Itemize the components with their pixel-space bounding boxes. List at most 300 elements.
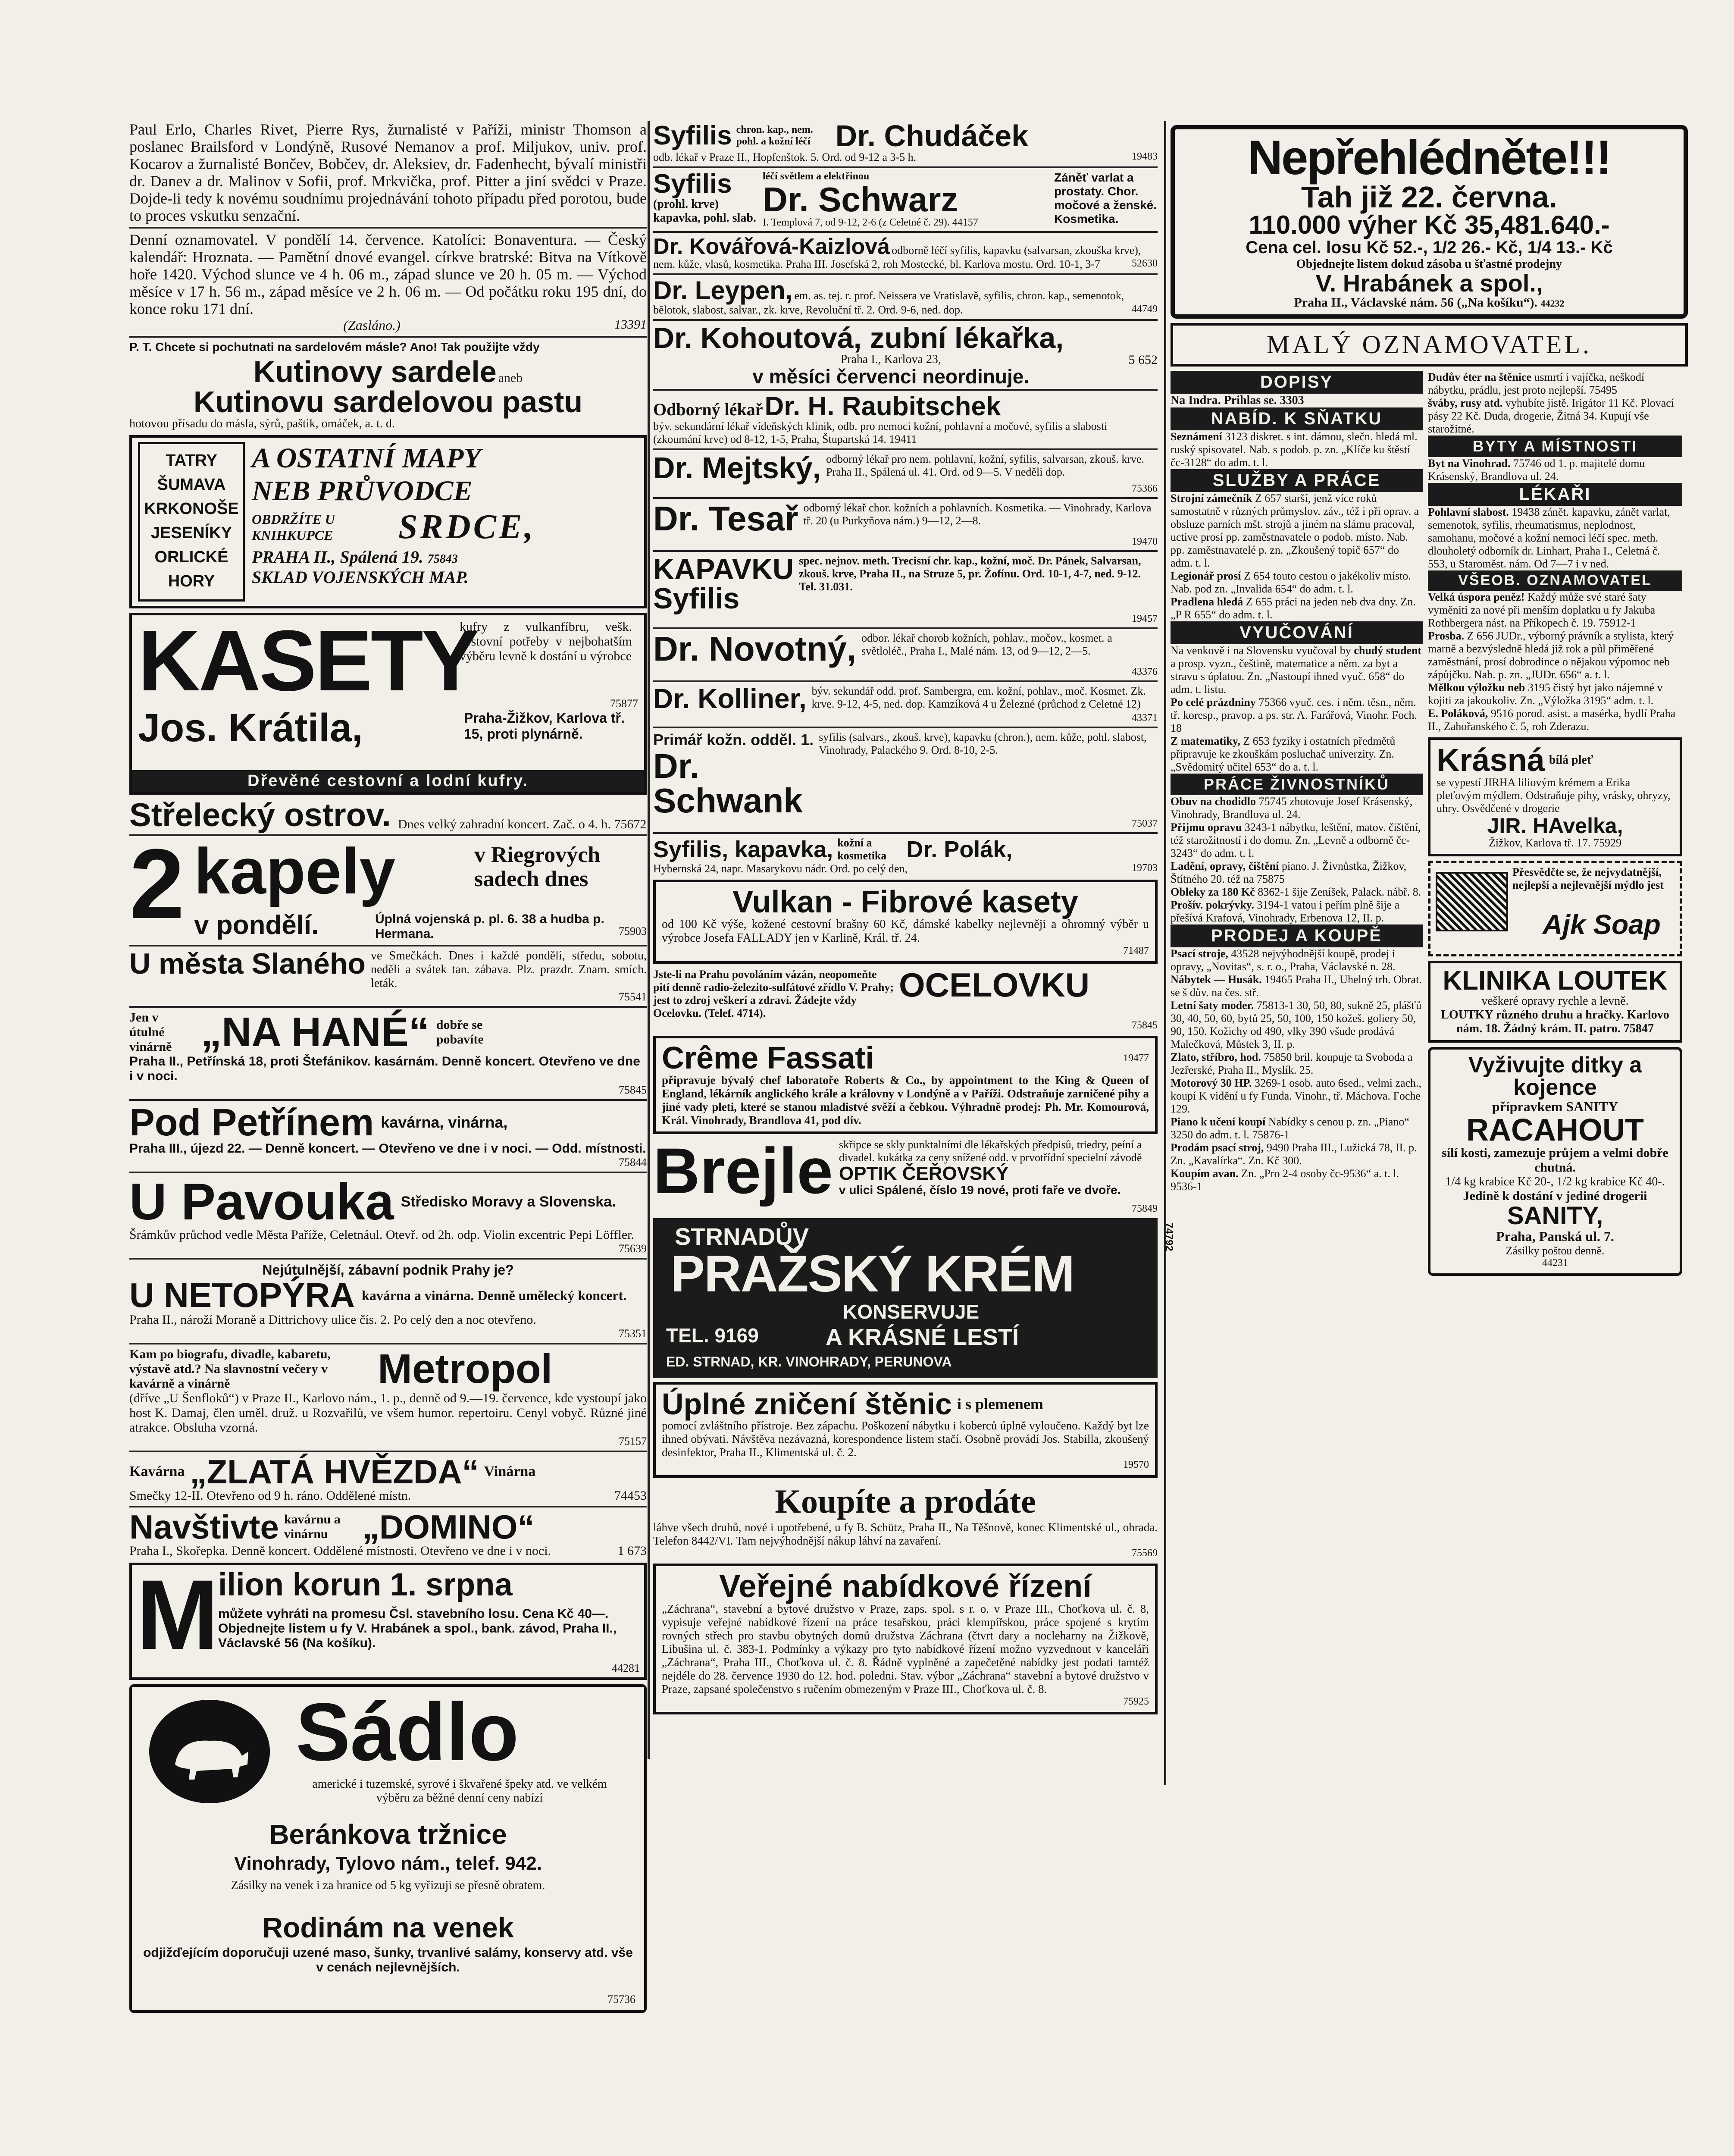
section-prodej: PRODEJ A KOUPĚ — [1171, 924, 1423, 947]
seznameni-text: diskret. s int. dámou, slečn. hledá ml. ruský spisovatel. Nab. s podob. p. zn. „Klíče ku štěstí čc-3128“ do adm. t. l. — [1171, 430, 1418, 469]
column-3 — [1171, 121, 1688, 1280]
ad-number: 75875 — [1257, 873, 1285, 885]
ad-kovarova — [653, 235, 1158, 271]
ad-number: 3269-1 — [1255, 1077, 1286, 1089]
mapy-sklad: SKLAD VOJENSKÝCH MAP. — [252, 567, 469, 587]
divider — [129, 336, 647, 338]
mapy-region: HORY — [168, 572, 215, 590]
stenic-title: Úplné zničení štěnic — [662, 1387, 952, 1421]
ad-number: 74792 — [1163, 1222, 1175, 1251]
section-zivnostniku: PRÁCE ŽIVNOSTNÍKŮ — [1171, 774, 1423, 795]
pavouka-kind: Středisko Moravy a Slovenska. — [401, 1193, 616, 1210]
ad-number: 75849 — [1132, 1203, 1158, 1214]
milion-initial: M — [136, 1559, 219, 1670]
sadlo-rodinam: Rodinám na venek — [262, 1912, 514, 1943]
ad-number: 75745 — [1258, 795, 1287, 808]
presvedcete-text: Přesvědčte se, že nejvydatnější, nejlepší a nejlevnější mýdlo jest — [1512, 866, 1664, 891]
ad-number: 75925 — [1123, 1696, 1149, 1707]
vylozku-text: čistý byt jako nájemné v kojiti za jakoukoliv. Zn. „Výložka 3195“ adm. t. l. — [1428, 681, 1663, 707]
hane-title: „NA HANÉ“ — [201, 1009, 429, 1055]
ad-kasety — [129, 613, 647, 795]
vyher-count: 110.000 výher Kč 35,481.640.- — [1249, 210, 1610, 239]
ad-number: 43528 — [1231, 947, 1259, 960]
brejle-address: v ulici Spálené, číslo 19 nové, proti faře ve dvoře. — [839, 1183, 1121, 1197]
sardele-intro: P. T. Chcete si pochutnati na sardelovém másle? Ano! Tak použijte vždy — [129, 340, 540, 354]
ad-number: 3123 — [1225, 430, 1248, 443]
classifieds-grid — [1171, 371, 1688, 1280]
ad-number: 9516 — [1490, 707, 1513, 720]
ad-rizeni — [653, 1564, 1158, 1714]
ad-brejle — [653, 1134, 1158, 1207]
ad-number: 75366 — [1258, 696, 1287, 708]
ad-number: 13391 — [614, 317, 647, 332]
obuv-title: Obuv na chodidlo — [1171, 795, 1256, 808]
schwank-pre: Primář kožn. odděl. 1. — [653, 731, 814, 749]
ad-schwarz — [653, 171, 1158, 229]
ad-number: 75037 — [1132, 818, 1158, 829]
section-sluzby: SLUŽBY A PRÁCE — [1171, 469, 1423, 492]
piano-text: Nabídky s cenou p. zn. „Piano“ 3250 do adm. t. l. — [1171, 1116, 1409, 1141]
ad-kohoutova — [653, 323, 1158, 386]
racahout-dostani: Jedině k dostání v jediné drogerii — [1463, 1189, 1647, 1203]
column-rule-1 — [648, 121, 650, 1759]
column-1 — [129, 121, 647, 2017]
mapy-body — [252, 442, 638, 602]
divider — [129, 1258, 647, 1260]
ad-number: 52630 — [1132, 258, 1158, 269]
ad-number: 71487 — [1123, 945, 1149, 956]
ad-sanity — [1428, 1047, 1682, 1276]
ad-number: 43371 — [1132, 712, 1158, 724]
ad-panek — [653, 555, 1158, 613]
rizeni-text: „Záchrana“, stavební a bytové družstvo v Praze, zaps. spol. s r. o. v Praze III., Choťkova ul. č. 8, vypisuje veřejné nabídkové řízení na práce tesařskou, práci klempířskou, práce spojené s krytím rovných střech pro stavbu obytných domů družstva Záchrana (čtvrt dary a nocleharny na Žižkově, Libušina ul. č. 383-1. Podmínky a výkazy pro tyto nabídkové řízení možno vyzvednout v kanceláři „Záchrana“, Praha III., Choťkova ul. č. 8. Řádně vyplněné a zapečetěné nabídky jest podati tamtéž nejdéle do 28. července 1930 do 12. hod. poledni. Stav. výbor „Záchrana“ stavební a bytové družstvo v Praze, zapsané společenstvo s ručením obmezeným v Praze III., Choťkova ul. č. 8. — [662, 1602, 1149, 1695]
ad-ocelovka — [653, 968, 1158, 1020]
petrinem-text: Praha III., újezd 22. — Denně koncert. — Otevřeno ve dne i v noci. — Odd. místnosti. — [129, 1141, 646, 1156]
krasna-text: se vypestí JIRHA liliovým krémem a Erika pleťovým mýdlem. Odstraňuje pihy, vrásky, ohryzy, uhry. Osvědčené v drogerie — [1437, 776, 1671, 815]
hane-text: Praha II., Petřínská 18, proti Štefánikov. kasárnám. Denně koncert. Otevřeno ve dne i v noci. — [129, 1054, 640, 1083]
pavouka-title: U Pavouka — [129, 1173, 394, 1231]
kasety-title: KASETY — [138, 613, 478, 709]
uspora-title: Velká úspora peněz! — [1428, 591, 1525, 603]
rizeni-title: Veřejné nabídkové řízení — [719, 1568, 1092, 1604]
saty-text: 30, 50, 80, sukně 25, plášťů 30, 40, 50, 60, bytů 25, 50, 100, 150 kožeš. goliery 50, 90, 150. Kožichy od 490, vlky 390 všude prodává Malečková, Můstek 3, II. p. — [1171, 999, 1422, 1050]
mapy-title-2: NEB PRŮVODCE — [252, 475, 473, 507]
uspora-text: Každý může své staré šaty vyměniti za nové při menším doplatku u fy Jakuba Rothbergera nást. na Příkopech č. 19. — [1428, 591, 1656, 629]
ocel-text: Jste-li na Prahu povoláním vázán, neopomeňte pití denně radio-železito-sulfátové zřídlo V. Prahy; jest to zdroj veškerí a zdraví. Žádejte vždy Ocelovku. (Telef. 4714). — [653, 968, 894, 1019]
ad-number: 3303 — [1280, 394, 1304, 407]
daily-calendar: Denní oznamovatel. V pondělí 14. července. Katolíci: Bonaventura. — Český kalendář: Hroznata. — Pamětní dnové evangel. církve bratrské: Bitva na Vítkově hoře 1420. Východ slunce ve 4 h. 06 m., západ slunce ve 20 h. 05 m. — Východ měsíce v 17 h. 56 m., západ měsíce ve 2 h. 06 m. — Od počátku roku 195 dní, do konce roku 171 dní. — [129, 231, 647, 317]
ad-number: 75746 — [1513, 457, 1541, 470]
ajk-brand: Ajk Soap — [1543, 909, 1661, 940]
vulkan-text: od 100 Kč výše, kožené cestovní brašny 60 Kč, dámské kabelky nejlevněji a ohromný výběr u výrobce Josefa FALLADY jen v Karlině, Král. tř. 24. — [662, 918, 1149, 945]
racahout-prices: 1/4 kg krabice Kč 20-, 1/2 kg krabice Kč 40-. — [1445, 1175, 1665, 1188]
polakova-text: porod. asist. a masérka, bydlí Praha II., Zahořanského č. 5, roh Zderazu. — [1428, 707, 1676, 733]
student-intro: Na venkově i na Slovensku vyučoval by — [1171, 644, 1351, 657]
ad-number: 75813-1 — [1256, 999, 1294, 1012]
prosivani-title: Prošív. pokrývky. — [1171, 899, 1254, 911]
netopyra-kind: kavárna a vinárna. Denně umělecký koncert. — [362, 1287, 627, 1303]
ad-leypen — [653, 278, 1158, 317]
section-snatek: NABÍD. K SŇATKU — [1171, 407, 1423, 430]
ad-number: 44232 — [1540, 298, 1565, 309]
prijmu-text: nábytku, leštění, matov. čištění, též starožitností i do domu. Zn. „Levně a odborně čc-3243“ do adm. t. l. — [1171, 821, 1421, 859]
polak-title: Syfilis, kapavka, — [653, 837, 833, 862]
ad-number: 8362-1 — [1258, 886, 1290, 898]
mapy-region: ŠUMAVA — [157, 476, 226, 494]
kasety-name: Jos. Krátila, — [138, 706, 363, 750]
metropol-pre: Kam po biografu, divadle, kabaretu, výstavě atd.? Na slavnostní večery v kavárně a vinárně — [129, 1347, 331, 1391]
schwarz-name: Dr. Schwarz — [763, 180, 958, 219]
ad-number: 75912-1 — [1598, 617, 1636, 629]
novotny-name: Dr. Novotný, — [653, 630, 857, 668]
milion-text: můžete vyhráti na promesu Čsl. stavebního losu. Cena Kč 40—. Objednejte listem u fy V. Hrabánek a spol., bank. závod, Praha II., Václavské 56 (Na košíku). — [218, 1607, 617, 1650]
ad-novotny — [653, 632, 1158, 666]
psaci-title: Psací stroje, — [1171, 947, 1228, 960]
ad-krasna — [1428, 737, 1682, 856]
ad-mapy — [129, 435, 647, 608]
ad-number: 75541 — [619, 990, 647, 1003]
ocel-title: OCELOVKU — [899, 966, 1090, 1004]
kasety-address: Praha-Žižkov, Karlova tř. 15, proti plynárně. — [464, 710, 625, 742]
zlato-text: bril. koupuje ta Svoboda a Jezřerské, Praha II., Myslík. 25. — [1171, 1051, 1413, 1076]
strelecky-title: Střelecký ostrov. — [129, 797, 391, 834]
hane-pre: Jen v útulné vinárně — [129, 1010, 172, 1054]
krasna-address: Žižkov, Karlova tř. 17. — [1488, 837, 1591, 849]
slaneho-text: ve Smečkách. Dnes i každé pondělí, středu, sobotu, neděli a svátek tan. zábava. Plz. prazdr. Znam. smích. leták. — [370, 949, 647, 990]
pravnik-text: JUDr., výborný právník a stylista, který marně a bezvýsledně hledá již rok a půl přiměřené zaměstnání, prosí dobrodince o nějakou výpomoc neb zápůjčku. Nab. p. zn. „JUDr. 656“ a. t. l. — [1428, 630, 1674, 681]
krasna-sub: bílá pleť — [1549, 753, 1593, 767]
ad-number: 19483 — [1132, 151, 1158, 162]
ad-number: 9536-1 — [1171, 1180, 1202, 1193]
stenic-mid: i s plemenem — [957, 1395, 1043, 1413]
divider — [653, 727, 1158, 728]
fassati-title: Crême Fassati — [662, 1041, 874, 1075]
kolliner-text: býv. sekundář odd. prof. Sambergra, em. kožní, pohlav., moč. Kosmet. Zk. krve. 9-12, 4-5, ned. dop. Kamzíková 4 u Železné (průchod z Celetné 12) — [811, 685, 1146, 710]
ad-number: 75843 — [427, 552, 458, 566]
schwank-text: syfilis (salvars., zkouš. krve), kapavku (chron.), nem. kůže, pohl. slabost, Vinohrady, Palackého 9. Ord. 8-10, 2-5. — [819, 731, 1147, 756]
ad-hrabanek-los — [1171, 125, 1688, 319]
ad-number: Z 657 — [1255, 492, 1282, 505]
saty-title: Letní šaty moder. — [1171, 999, 1254, 1012]
sanity-text: Zásilky poštou denně. — [1506, 1244, 1605, 1257]
metropol-title: Metropol — [378, 1346, 553, 1392]
psaci2-title: Prodám psací stroj, — [1171, 1141, 1264, 1154]
mapy-region: JESENÍKY — [151, 524, 232, 542]
section-dopisy: DOPISY — [1171, 371, 1423, 394]
ad-number: 44281 — [612, 1662, 640, 1674]
ad-number: 3194-1 — [1257, 899, 1289, 911]
chudacek-name: Dr. Chudáček — [835, 119, 1029, 153]
ad-number: 75351 — [619, 1327, 647, 1340]
schwarz-pre: léčí světlem a elektřinou — [763, 171, 870, 182]
ad-number: 75845 — [1132, 1020, 1158, 1031]
ad-number: 44157 — [952, 217, 978, 228]
news-article: Paul Erlo, Charles Rivet, Pierre Rys, žurnalisté v Paříži, ministr Thomson a poslanec Brailsford v Londýně, Rusové Nemanov a prof. Miljukov, univ. prof. Kocarov a žurnalisté Bončev, Bobčev, dr. Aleksiev, dr. Fadenhecht, bývalí ministři dr. Danev a dr. Malinov v Sofii, prof. Mrkvička, prof. Pitter a jiní svědci v Praze. Dojde-li tedy k novému soudnímu projednávání tohoto případu před porotou, bude to proces vskutku senzační. — [129, 121, 647, 224]
mapy-obdrzite: OBDRŽÍTE U KNIHKUPCE — [252, 511, 335, 543]
sadlo-address: Vinohrady, Tylovo nám., telef. 942. — [234, 1853, 542, 1874]
psaci2-text: Praha III., Lužická 78, II. p. Zn. „Kavalírka“. Zn. Kč 300. — [1171, 1141, 1417, 1167]
petrinem-kind: kavárna, vinárna, — [381, 1113, 508, 1131]
svaby-text: vyhubíte jistě. Irigátor 11 Kč. Plovací pásy 22 Kč. Duda, drogerie, Žitná 34. Kupují vše starožitné. — [1428, 397, 1675, 435]
ad-strelecky — [129, 799, 647, 832]
metropol-text: (dříve „U Šenfloků“) v Praze II., Karlovo nám., 1. p., denně od 9.—19. července, kde vystoupí jako host K. Damaj, člen uměl. druž. u Rozvařilů, ve všem humor. repertoiru. Cenyl vobyč. Různé jiné atrakce. Obsluha vzorná. — [129, 1391, 647, 1435]
koupim-title: Koupím avan. — [1171, 1167, 1239, 1180]
ad-number: 5 652 — [1128, 353, 1158, 367]
ad-domino — [129, 1510, 647, 1544]
pravnik-title: Prosba. — [1428, 630, 1465, 642]
divider — [653, 832, 1158, 834]
mapy-address: PRAHA II., Spálená 19. — [252, 547, 423, 567]
zaslano-label: (Zasláno.) — [343, 317, 401, 333]
kapely-title: kapely — [194, 835, 395, 907]
mejtsky-name: Dr. Mejtský, — [653, 451, 821, 485]
schwarz-right: Záněť varlat a prostaty. Chor. močové a ženské. Kosmetika. — [1054, 171, 1157, 226]
chudacek-kind: chron. kap., nem. pohl. a kožní léčí — [736, 124, 813, 147]
klinika-text: veškeré opravy rychle a levně. — [1481, 994, 1629, 1008]
divider — [653, 231, 1158, 233]
divider — [129, 227, 647, 229]
sadlo-shipping: Zásilky na venek i za hranice od 5 kg vyřizuji se přesně obratem. — [231, 1879, 545, 1892]
ad-number: 75569 — [1132, 1548, 1158, 1559]
obuv-text: zhotovuje Josef Krásenský, Vinohrady, Brandlova ul. 24. — [1171, 795, 1413, 821]
domino-text: Praha I., Skořepka. Denně koncert. Oddělené místnosti. Otevřeno ve dne i v noci. — [129, 1544, 551, 1558]
kapely-number: 2 — [129, 828, 185, 939]
ad-number: 3243-1 — [1244, 821, 1277, 834]
ad-number: 75366 — [1132, 483, 1158, 494]
ad-pavouka — [129, 1173, 647, 1231]
ladeni-title: Ladění, opravy, čištění — [1171, 860, 1279, 872]
sanity-address: Praha, Panská ul. 7. — [1496, 1228, 1614, 1244]
legion-text: touto cestou o jakékoliv místo. Nab. pod zn. „Invalida 654“ do adm. t. l. — [1171, 570, 1411, 595]
ad-stenice — [653, 1382, 1158, 1478]
hrabanek-address: Praha II., Václavské nám. 56 („Na košíku“). — [1294, 295, 1537, 310]
krem-krasne: A KRÁSNÉ LESTÍ — [826, 1324, 1019, 1350]
divider — [129, 945, 647, 946]
divider — [129, 1451, 647, 1452]
leypen-text: em. as. tej. r. prof. Neissera ve Vratislavě, syfilis, chron. kap., semenotok, bělotok, slabost, salvar., zk. krve, Revoluční tř. 2. Ord. 9-6, ned. dop. — [653, 289, 1124, 316]
divider — [653, 627, 1158, 629]
raub-name: Dr. H. Raubitschek — [764, 392, 1001, 421]
ad-raubitschek — [653, 393, 1158, 446]
ad-number: 3195 — [1527, 681, 1550, 694]
divider — [653, 319, 1158, 321]
brejle-title: Brejle — [653, 1134, 833, 1207]
ad-number: Z 656 — [1467, 630, 1493, 642]
tesar-text: odborný lékař chor. kožních a pohlavních. Kosmetika. — Vinohrady, Karlova tř. 20 (u Purkyňova nám.) 9—12, 2—8. — [803, 501, 1152, 527]
psaci-text: nejvýhodnější koupě, prodej i opravy, „Novitas“, s. r. o., Praha, Václavské n. 28. — [1171, 947, 1396, 973]
ad-number: 74453 — [614, 1489, 647, 1503]
klinika-title: KLINIKA LOUTEK — [1443, 966, 1668, 996]
obleky-text: šije Zeníšek, Palack. nábř. 8. — [1292, 886, 1421, 898]
schwank-name: Dr. Schwank — [653, 747, 803, 820]
ad-number: 75877 — [610, 697, 638, 710]
ad-number: 75929 — [1593, 837, 1622, 849]
ad-chudacek — [653, 121, 1158, 151]
krasna-title: Krásná — [1437, 742, 1545, 778]
section-lekari: LÉKAŘI — [1428, 483, 1682, 506]
ad-vulkan — [653, 880, 1158, 964]
milion-title: ilion korun 1. srpna — [218, 1567, 513, 1602]
vylozku-title: Mělkou výložku neb — [1428, 681, 1525, 694]
ad-koupite — [653, 1482, 1158, 1559]
kapely-pondeli: v pondělí. — [194, 910, 319, 940]
slaneho-title: U města Slaného — [129, 947, 366, 980]
section-vyucovani: VYUČOVÁNÍ — [1171, 621, 1423, 644]
domino-title: „DOMINO“ — [362, 1508, 535, 1546]
svaby-title: šváby, rusy atd. — [1428, 397, 1503, 409]
section-byty: BYTY A MÍSTNOSTI — [1428, 436, 1682, 457]
ad-number: 75876-1 — [1252, 1128, 1290, 1141]
dudov-title: Dudův éter na štěnice — [1428, 371, 1532, 383]
sardele-text: hotovou přísadu do másla, sýrů, paštik, omáček, a. t. d. — [129, 417, 395, 430]
polak-kind: kožní a kosmetika — [837, 837, 887, 862]
strelecky-text: Dnes velký zahradní koncert. Zač. o 4. h. 75672 — [398, 817, 647, 831]
ad-number: 44749 — [1132, 304, 1158, 315]
netopyra-title: U NETOPÝRA — [129, 1276, 355, 1314]
divider — [129, 1343, 647, 1344]
student-text: a prosp. vyzn., češtině, matematice a něm. za byt a stravu s úplatou. Zn. „Nastoupí ihned vyuč. 658“ do adm. t. listu. — [1171, 657, 1405, 696]
ad-petrinem — [129, 1101, 647, 1144]
stenic-text: pomocí zvláštního přístroje. Bez zápachu. Poškození nábytku i koberců úplně vyloučeno. Každý byt lze ihned obývati. Návštěva nezávazná, korespondence listem stačí. Osobně provádí Jos. Stabilla, zkoušený desinfektor, Praha II., Klimentská ul. č. 2. — [662, 1419, 1149, 1459]
schwarz-address: I. Templová 7, od 9-12, 2-6 (z Celetné č. 29). — [763, 217, 950, 228]
ad-number: 75495 — [1589, 384, 1618, 396]
strojni-text: starší, jenž více roků samostatně v různých průmyslov. záv., též i při oprav. a obsluze parních mšt. strojů a jiném na slámu pracoval, uctive prosí pp. zaměstnavatele o podob. místo. Nab. pp. zaměstnavatelé p. zn. „Zkoušený topič 657“ do adm. t. l. — [1171, 492, 1419, 569]
kolliner-name: Dr. Kolliner, — [653, 683, 807, 714]
section-vseob: VŠEOB. OZNAMOVATEL — [1428, 570, 1682, 591]
kasety-text: kufry z vulkanfíbru, vešk. cestovní potřeby v nejbohatším výběru levně k dostání u výrobce — [460, 620, 632, 663]
sardele-title-2: Kutinovu sardelovou pastu — [193, 385, 583, 419]
byt-text: od 1. p. majitelé domu Krásenský, Brandlova ul. 24. — [1428, 457, 1645, 483]
ladeni-text: piano. J. Živnůstka, Žižkov, Štítného 20. též na — [1171, 860, 1407, 885]
divider — [653, 166, 1158, 168]
prazdniny-title: Po celé prázdniny — [1171, 696, 1256, 708]
slabost-title: Pohlavní slabost. — [1428, 506, 1509, 518]
krem-konservuje: KONSERVUJE — [843, 1300, 980, 1323]
divider — [653, 680, 1158, 682]
prosivani-text: vatou i peřím plně šije a přešívá Krafová, Vinohrady, Erbenova 12, II. p. — [1171, 899, 1400, 924]
kapely-location: v Riegrových sadech dnes — [474, 843, 601, 891]
strojni-title: Strojní zámečník — [1171, 492, 1252, 505]
vulkan-title: Vulkan - Fibrové kasety — [732, 885, 1078, 919]
ad-number: 75850 — [1264, 1051, 1292, 1063]
hane-post: dobře se pobavíte — [436, 1018, 484, 1047]
ad-slaneho — [129, 949, 647, 990]
ad-number: 19570 — [1123, 1459, 1149, 1470]
divider — [129, 1506, 647, 1507]
raub-pre: Odborný lékař — [653, 400, 763, 419]
tah-date: Tah již 22. června. — [1301, 180, 1557, 214]
student-title: chudý student — [1354, 644, 1422, 657]
panek-kapavku: KAPAVKU — [653, 553, 794, 586]
zlato-title: Zlato, stříbro, hod. — [1171, 1051, 1261, 1063]
piano-title: Piano k učení koupí — [1171, 1116, 1266, 1128]
loutky-text: LOUTKY různého druhu a hračky. Karlovo nám. 18. Žádný krám. II. patro. — [1441, 1008, 1669, 1035]
seznameni-title: Seznámení — [1171, 430, 1222, 443]
kohoutova-footer: v měsíci červenci neordinuje. — [752, 365, 1030, 388]
ad-mejtsky — [653, 453, 1158, 483]
schwarz-sub: (prohl. krve) kapavka, pohl. slab. — [653, 197, 756, 225]
chudacek-syfilis: Syfilis — [653, 121, 732, 150]
motor-title: Motorový 30 HP. — [1171, 1077, 1252, 1089]
column-2 — [653, 119, 1175, 1719]
obleky-title: Obleky za 180 Kč — [1171, 886, 1255, 898]
vyzivujte-sub: přípravkem SANITY — [1492, 1099, 1618, 1114]
ad-number: Z 654 — [1243, 570, 1271, 582]
classifieds-right — [1428, 371, 1682, 1280]
ad-strnad-krem — [653, 1218, 1175, 1378]
divider — [129, 1006, 647, 1008]
vyzivujte-title: Vyživujte ditky a kojence — [1468, 1053, 1642, 1100]
polak-text: Hybernská 24, napr. Masarykovu nádr. Ord. po celý den, — [653, 862, 908, 875]
divider — [653, 497, 1158, 499]
dopisy-text: Na Indra. Prihlas se. — [1171, 394, 1277, 407]
hvezda-post: Vinárna — [484, 1463, 536, 1479]
koupite-title: Koupíte a prodáte — [775, 1482, 1036, 1520]
nabytek-text: Praha II., Uhelný trh. Obrat. se š dův. na čes. stř. — [1171, 973, 1422, 999]
ad-tesar — [653, 501, 1158, 536]
panek-text: spec. nejnov. meth. Trecisní chr. kap., kožní, moč. Dr. Pánek, Salvarsan, zkouš. krve, Praha II., na Struze 5, pr. Žofínu. Ord. 10-1, 4-7, ned. 9-12. Tel. 31.031. — [799, 555, 1141, 593]
ad-number: 19438 — [1512, 506, 1540, 518]
fassati-text: připravuje bývalý chef laboratoře Roberts & Co., by appointment to the King & Queen of England, lékárník anglického krále a královny v Londýně a v Paříži. Odstraňuje zarničené pihy a jiné vady pleti, které se stanou mladistvé svěží a čebkou. Výhradně prodej: Ph. Mr. Komourová, Král. Vinohrady, Brandlova 41, pod dív. — [662, 1074, 1149, 1127]
ad-klinika-loutek — [1428, 961, 1682, 1043]
chudacek-text: odb. lékař v Praze II., Hopfenštok. 5. Ord. od 9-12 a 3-5 h. — [653, 151, 917, 163]
sardele-title: Kutinovy sardele — [253, 355, 497, 389]
ad-number: 44231 — [1542, 1257, 1568, 1269]
matematiky-text: fyziky i ostatních předmětů připravuje ke zkouškám posluchač univerzity. Zn. „Svědomitý učitel 653“ do a. t. l. — [1171, 735, 1396, 773]
ad-number: 75845 — [619, 1084, 647, 1096]
ad-number: Z 655 — [1246, 595, 1273, 608]
netopyra-pre: Nejútulnější, zábavní podnik Prahy je? — [262, 1262, 514, 1278]
byt-title: Byt na Vinohrad. — [1428, 457, 1511, 470]
krasna-name: JIR. HAvelka, — [1487, 814, 1623, 838]
netopyra-text: Praha II., nároží Moraně a Dittrichovy ulice čís. 2. Po celý den a noc otevřeno. — [129, 1313, 536, 1327]
sadlo-title: Sádlo — [296, 1686, 519, 1778]
schwarz-syfilis: Syfilis — [653, 169, 732, 199]
neprehlednete-title: Nepřehlédněte!!! — [1248, 131, 1611, 185]
ad-number: 75157 — [619, 1435, 647, 1448]
kovarova-text: odborně léčí syfilis, kapavku (salvarsan, zkouška krve), nem. kůže, vlasů, kosmetika. Praha III. Josefská 2, roh Mostecké, bl. Karlova mostu. Ord. 10-1, 3-7 — [653, 244, 1141, 270]
ox-emblem-icon — [149, 1700, 270, 1803]
racahout-title: RACAHOUT — [1466, 1113, 1644, 1147]
sadlo-name: Beránkova tržnice — [269, 1819, 507, 1850]
hvezda-title: „ZLATÁ HVĚZDA“ — [190, 1453, 479, 1491]
hrabanek-name: V. Hrabánek a spol., — [1315, 270, 1543, 297]
mapy-srdce: SRDCE, — [398, 508, 536, 546]
motor-text: osob. auto 6sed., velmi zach., koupí K vidění u fy Funda. Vinohr., tř. Máchova. Foche 129. — [1171, 1077, 1422, 1115]
slabost-text: zánět. kapavku, zánět varlat, semenotok, syfilis, rheumatismus, neplodnost, samohanu, močové a kožní nemoci léčí spec. meth. dlouholetý odborník dr. Linhart, Praha I., Celetná č. 553, u Staroměst. nám. Od 7—7 i v ned. — [1428, 506, 1670, 570]
ad-polak — [653, 837, 1158, 875]
pradlena-title: Pradlena hledá — [1171, 595, 1243, 608]
prijmu-title: Přijmu opravu — [1171, 821, 1242, 834]
matematiky-title: Z matematiky, — [1171, 735, 1240, 747]
prazdniny-text: vyuč. ces. i něm. těsn., něm. tř. koresp., pravop. a ps. str. A. Farářová, Vinohr. Foch. 18 — [1171, 696, 1418, 734]
mapy-title: A OSTATNÍ MAPY — [252, 442, 481, 474]
kohoutova-address: Praha I., Karlova 23, — [840, 353, 941, 366]
soap-box-icon — [1436, 872, 1508, 931]
legion-title: Legionář prosí — [1171, 570, 1241, 582]
pavouka-text: Šrámkův průchod vedle Města Paříže, Celetnául. Otevř. od 2h. odp. Violin excentric Pepi Löffler. — [129, 1228, 634, 1242]
ad-number: 75903 — [619, 925, 647, 937]
sadlo-rodinam-text: odjižďejícím doporučuji uzené maso, šunky, trvanlivé salámy, konservy atd. vše v cenách nejlevnějších. — [143, 1946, 633, 1974]
nabytek-title: Nábytek — Husák. — [1171, 973, 1262, 986]
ad-netopyra — [129, 1262, 647, 1340]
kohoutova-name: Dr. Kohoutová, zubní lékařka, — [653, 322, 1064, 354]
krem-tel: TEL. 9169 — [666, 1324, 759, 1347]
ad-sardele — [129, 340, 647, 431]
divider — [653, 273, 1158, 275]
ad-schwank — [653, 731, 1158, 818]
ad-number: 9490 — [1266, 1141, 1289, 1154]
